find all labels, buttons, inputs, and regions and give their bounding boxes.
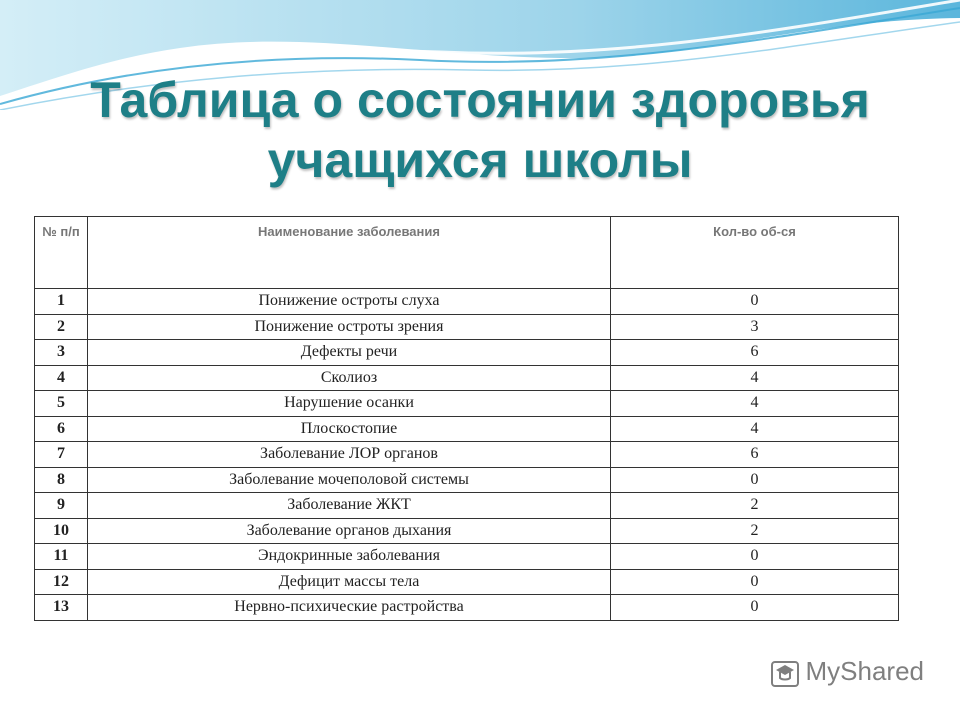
watermark-text: MyShared bbox=[805, 655, 924, 686]
student-count: 6 bbox=[611, 442, 899, 468]
table-row bbox=[35, 365, 899, 391]
title-line-2: учащихся школы bbox=[267, 132, 693, 188]
student-count: 4 bbox=[611, 416, 899, 442]
disease-name: Заболевание органов дыхания bbox=[88, 518, 611, 544]
disease-name: Заболевание ЛОР органов bbox=[88, 442, 611, 468]
myshared-watermark bbox=[770, 654, 925, 688]
disease-name: Понижение остроты зрения bbox=[88, 314, 611, 340]
row-number: 2 bbox=[35, 314, 88, 340]
disease-name: Нарушение осанки bbox=[88, 391, 611, 417]
table-row bbox=[35, 569, 899, 595]
disease-name: Нервно-психические растройства bbox=[88, 595, 611, 621]
student-count: 0 bbox=[611, 544, 899, 570]
title-line-1: Таблица о состоянии здоровья bbox=[90, 72, 870, 128]
table-row bbox=[35, 314, 899, 340]
row-number: 7 bbox=[35, 442, 88, 468]
student-count: 2 bbox=[611, 518, 899, 544]
student-count: 3 bbox=[611, 314, 899, 340]
table-row bbox=[35, 493, 899, 519]
disease-name: Эндокринные заболевания bbox=[88, 544, 611, 570]
row-number: 11 bbox=[35, 544, 88, 570]
table-row bbox=[35, 544, 899, 570]
disease-name: Сколиоз bbox=[88, 365, 611, 391]
table-row bbox=[35, 416, 899, 442]
student-count: 4 bbox=[611, 391, 899, 417]
header-name: Наименование заболевания bbox=[88, 217, 611, 289]
student-count: 0 bbox=[611, 595, 899, 621]
health-table bbox=[34, 216, 899, 621]
disease-name: Заболевание мочеполовой системы bbox=[88, 467, 611, 493]
row-number: 9 bbox=[35, 493, 88, 519]
disease-name: Дефицит массы тела bbox=[88, 569, 611, 595]
student-count: 2 bbox=[611, 493, 899, 519]
table-row bbox=[35, 340, 899, 366]
student-count: 6 bbox=[611, 340, 899, 366]
mortarboard-icon bbox=[770, 654, 800, 688]
header-num: № п/п bbox=[35, 217, 88, 289]
row-number: 3 bbox=[35, 340, 88, 366]
row-number: 4 bbox=[35, 365, 88, 391]
table-row bbox=[35, 467, 899, 493]
disease-name: Плоскостопие bbox=[88, 416, 611, 442]
row-number: 13 bbox=[35, 595, 88, 621]
student-count: 0 bbox=[611, 569, 899, 595]
disease-name: Дефекты речи bbox=[88, 340, 611, 366]
student-count: 0 bbox=[611, 289, 899, 315]
row-number: 8 bbox=[35, 467, 88, 493]
slide-title bbox=[0, 70, 960, 190]
disease-name: Понижение остроты слуха bbox=[88, 289, 611, 315]
row-number: 12 bbox=[35, 569, 88, 595]
disease-name: Заболевание ЖКТ bbox=[88, 493, 611, 519]
table-row bbox=[35, 391, 899, 417]
row-number: 10 bbox=[35, 518, 88, 544]
table-row bbox=[35, 289, 899, 315]
row-number: 1 bbox=[35, 289, 88, 315]
table-row bbox=[35, 595, 899, 621]
student-count: 4 bbox=[611, 365, 899, 391]
table-row bbox=[35, 442, 899, 468]
table-row bbox=[35, 518, 899, 544]
header-count: Кол-во об-ся bbox=[611, 217, 899, 289]
table-header-row bbox=[35, 217, 899, 289]
row-number: 5 bbox=[35, 391, 88, 417]
row-number: 6 bbox=[35, 416, 88, 442]
student-count: 0 bbox=[611, 467, 899, 493]
